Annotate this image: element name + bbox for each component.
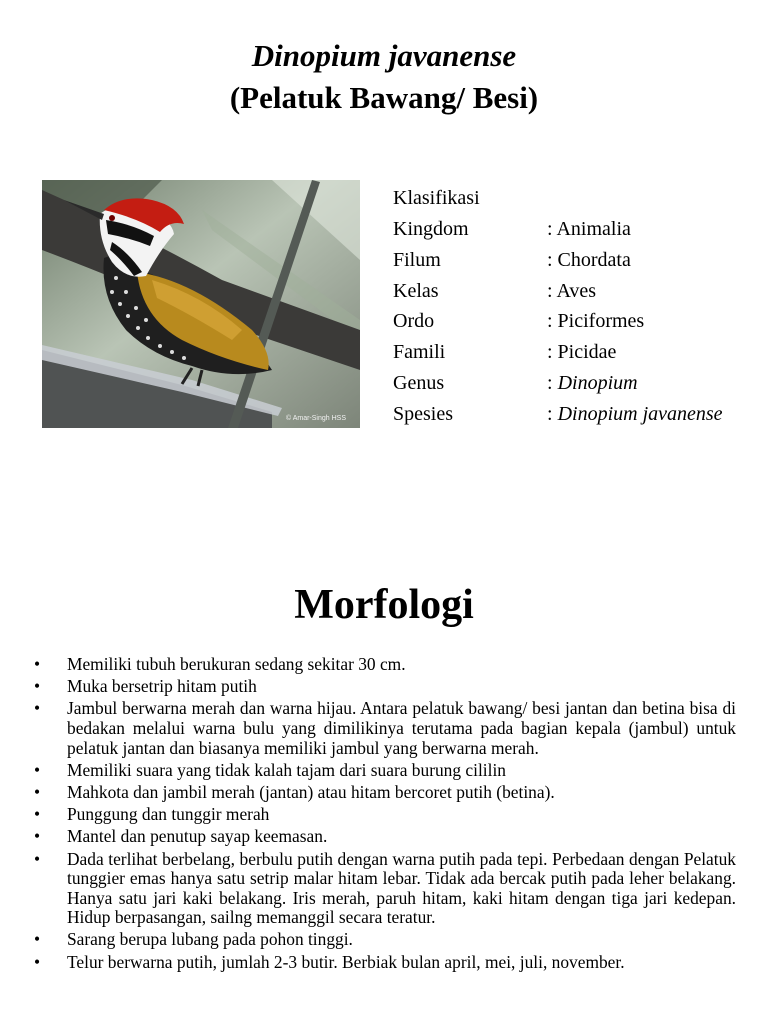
bullet-icon: • bbox=[34, 654, 41, 674]
classification-value: : Piciformes bbox=[547, 310, 645, 333]
morphology-point-text: Mantel dan penutup sayap keemasan. bbox=[67, 826, 328, 847]
classification-row bbox=[393, 400, 753, 431]
bullet-icon: • bbox=[34, 698, 41, 719]
morphology-point bbox=[34, 655, 736, 675]
morphology-point bbox=[34, 850, 736, 928]
classification-row bbox=[393, 277, 753, 308]
morphology-point bbox=[34, 930, 736, 950]
bullet-icon: • bbox=[34, 759, 41, 780]
morphology-point-text: Sarang berupa lubang pada pohon tinggi. bbox=[67, 929, 353, 950]
morphology-point bbox=[34, 783, 736, 803]
morphology-point-text: Punggung dan tunggir merah bbox=[67, 804, 270, 825]
classification-value: : Chordata bbox=[547, 248, 631, 271]
bullet-icon: • bbox=[34, 804, 41, 825]
morphology-point bbox=[34, 761, 736, 781]
classification-row bbox=[393, 369, 753, 400]
classification-row bbox=[393, 338, 753, 369]
species-common-title: (Pelatuk Bawang/ Besi) bbox=[229, 80, 539, 115]
bullet-icon: • bbox=[34, 848, 41, 869]
morphology-point bbox=[34, 827, 736, 847]
morphology-point bbox=[34, 677, 736, 697]
classification-key: Filum bbox=[393, 248, 441, 271]
classification-key: Genus bbox=[393, 371, 445, 394]
morphology-point bbox=[34, 805, 736, 825]
classification-row bbox=[393, 246, 753, 277]
morphology-point-text: Memiliki suara yang tidak kalah tajam dari suara burung cililin bbox=[67, 759, 506, 780]
morphology-point bbox=[34, 699, 736, 758]
morphology-point-text: Jambul berwarna merah dan warna hijau. Antara pelatuk bawang/ besi jantan dan betina bisa di bedakan melalui warna bulu yang dimilikinya terutama pada bagian kepala (jambul) untuk pelatuk jantan dan biasanya memiliki jambul yang berwarna merah. bbox=[67, 698, 736, 758]
classification-value: : Aves bbox=[547, 279, 597, 302]
classification-value bbox=[547, 400, 723, 428]
photo-credit: © Amar-Singh HSS bbox=[285, 415, 346, 422]
classification-row bbox=[393, 307, 753, 338]
classification-row bbox=[393, 215, 753, 246]
morphology-point-text: Memiliki tubuh berukuran sedang sekitar 30 cm. bbox=[67, 654, 406, 674]
bullet-icon: • bbox=[34, 676, 41, 697]
morphology-point-text: Muka bersetrip hitam putih bbox=[67, 676, 257, 697]
bullet-icon: • bbox=[34, 826, 41, 847]
morphology-point bbox=[34, 953, 736, 973]
morphology-heading: Morfologi bbox=[294, 582, 474, 628]
morphology-point-text: Telur berwarna putih, jumlah 2-3 butir. Berbiak bulan april, mei, juli, november. bbox=[67, 951, 625, 972]
classification-value-italic: Dinopium bbox=[557, 371, 638, 394]
classification-table bbox=[393, 184, 753, 431]
classification-heading: Klasifikasi bbox=[393, 187, 480, 209]
morphology-list bbox=[34, 655, 736, 975]
classification-value: : Picidae bbox=[547, 341, 617, 364]
classification-value-prefix: : bbox=[547, 402, 558, 425]
woodpecker-photo bbox=[42, 180, 360, 428]
classification-value: : Animalia bbox=[547, 218, 631, 240]
classification-value-italic: Dinopium javanense bbox=[557, 402, 723, 425]
bullet-icon: • bbox=[34, 781, 41, 802]
classification-value bbox=[547, 369, 638, 397]
classification-key: Spesies bbox=[393, 402, 453, 425]
classification-key: Kingdom bbox=[393, 218, 469, 240]
bullet-icon: • bbox=[34, 929, 41, 950]
classification-key: Kelas bbox=[393, 279, 439, 302]
woodpecker-illustration bbox=[42, 180, 360, 428]
morphology-point-text: Mahkota dan jambil merah (jantan) atau hitam bercoret putih (betina). bbox=[67, 781, 555, 802]
morphology-point-text: Dada terlihat berbelang, berbulu putih dengan warna putih pada tepi. Perbedaan dengan Pelatuk tunggier emas hanya satu setrip malar hitam lebar. Tidak ada bercak putih pada leher belakang. Hanya satu jari kaki belakang. Iris merah, paruh hitam, kaki hitam dengan tiga jari kedepan. Hidup berpasangan, sailng memanggil secara teratur. bbox=[67, 848, 736, 928]
species-latin-title: Dinopium javanense bbox=[251, 38, 517, 73]
classification-value-prefix: : bbox=[547, 371, 558, 394]
bullet-icon: • bbox=[34, 951, 41, 972]
classification-key: Famili bbox=[393, 341, 446, 364]
classification-key: Ordo bbox=[393, 310, 435, 333]
